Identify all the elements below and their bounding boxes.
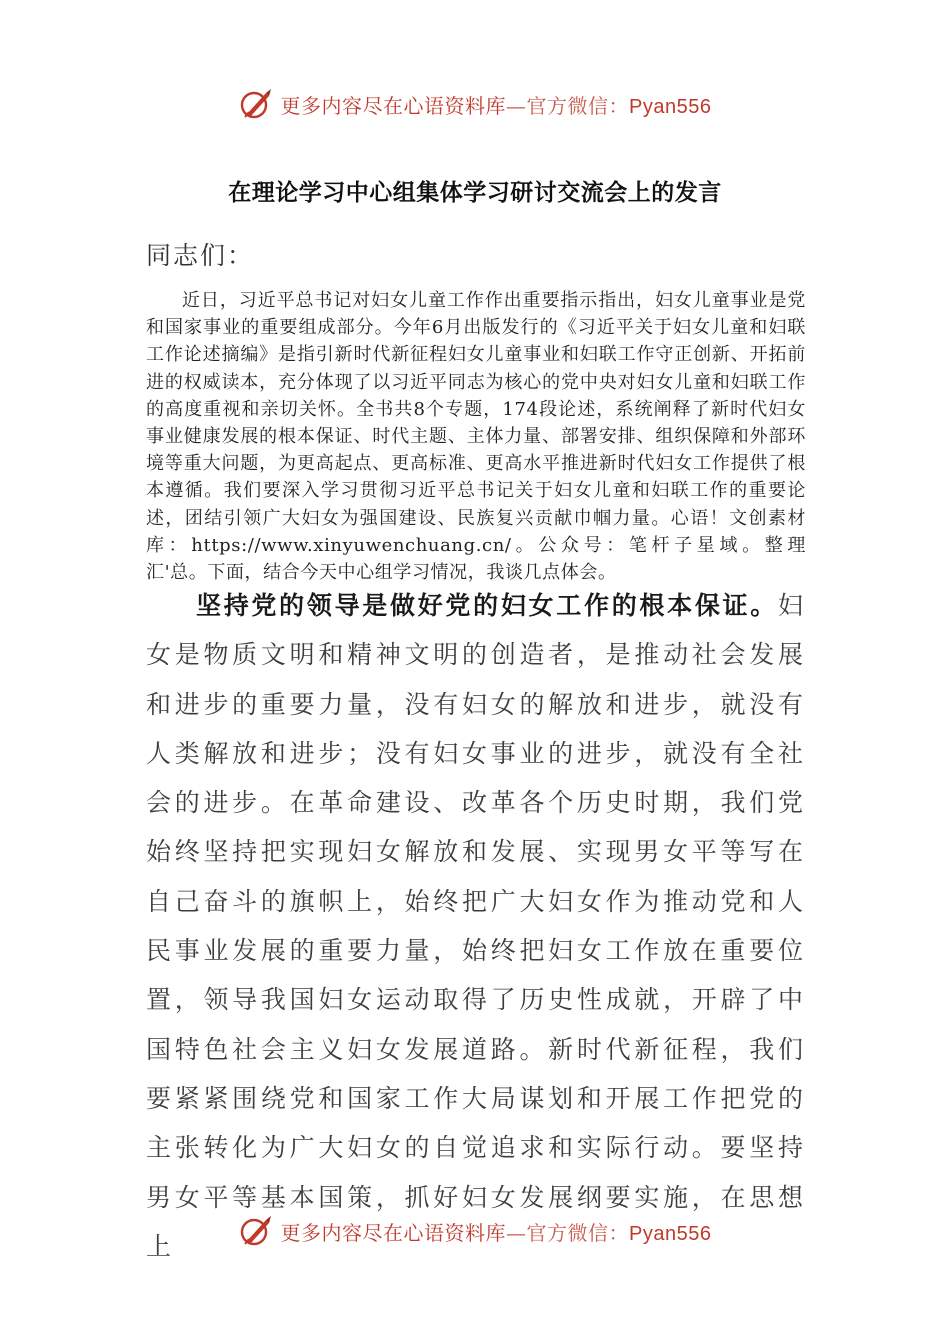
document-title: 在理论学习中心组集体学习研讨交流会上的发言 [228, 180, 722, 206]
section-1-paragraph [146, 581, 806, 1271]
quill-pen-logo-icon [239, 87, 273, 121]
header-watermark-banner [0, 84, 950, 124]
section-1-body: 妇女是物质文明和精神文明的创造者，是推动社会发展和进步的重要力量，没有妇女的解放和进步，就没有人类解放和进步；没有妇女事业的进步，就没有全社会的进步。在革命建设、改革各个历史时期，我们党始终坚持把实现妇女解放和发展、实现男女平等写在自己奋斗的旗帜上，始终把广大妇女作为推动党和人民事业发展的重要力量，始终把妇女工作放在重要位置，领导我国妇女运动取得了历史性成就，开辟了中国特色社会主义妇女发展道路。新时代新征程，我们要紧紧围绕党和国家工作大局谋划和开展工作把党的主张转化为广大妇女的自觉追求和实际行动。要坚持男女平等基本国策，抓好妇女发展纲要实施，在思想上 [146, 591, 806, 1261]
salutation: 同志们： [146, 241, 255, 270]
banner-text: 更多内容尽在心语资料库—官方微信：Pyan556 [280, 93, 712, 118]
quill-pen-logo-icon [239, 1214, 273, 1248]
intro-paragraph: 近日，习近平总书记对妇女儿童工作作出重要指示指出，妇女儿童事业是党和国家事业的重要组成部分。今年6月出版发行的《习近平关于妇女儿童和妇联工作论述摘编》是指引新时代新征程妇女儿童事业和妇联工作守正创新、开拓前进的权威读本，充分体现了以习近平同志为核心的党中央对妇女儿童和妇联工作的高度重视和亲切关怀。全书共8个专题，174段论述，系统阐释了新时代妇女事业健康发展的根本保证、时代主题、主体力量、部署安排、组织保障和外部环境等重大问题，为更高起点、更高标准、更高水平推进新时代妇女工作提供了根本遵循。我们要深入学习贯彻习近平总书记关于妇女儿童和妇联工作的重要论述，团结引领广大妇女为强国建设、民族复兴贡献巾帼力量。心语！文创素材库：https://www.xinyuwenchuang.cn/。公众号：笔杆子星域。整理汇'总。下面，结合今天中心组学习情况，我谈几点体会。 [146, 290, 806, 584]
banner-text: 更多内容尽在心语资料库—官方微信：Pyan556 [280, 1220, 712, 1245]
section-1-lead: 坚持党的领导是做好党的妇女工作的根本保证。 [196, 591, 778, 620]
footer-watermark-banner [0, 1211, 950, 1251]
